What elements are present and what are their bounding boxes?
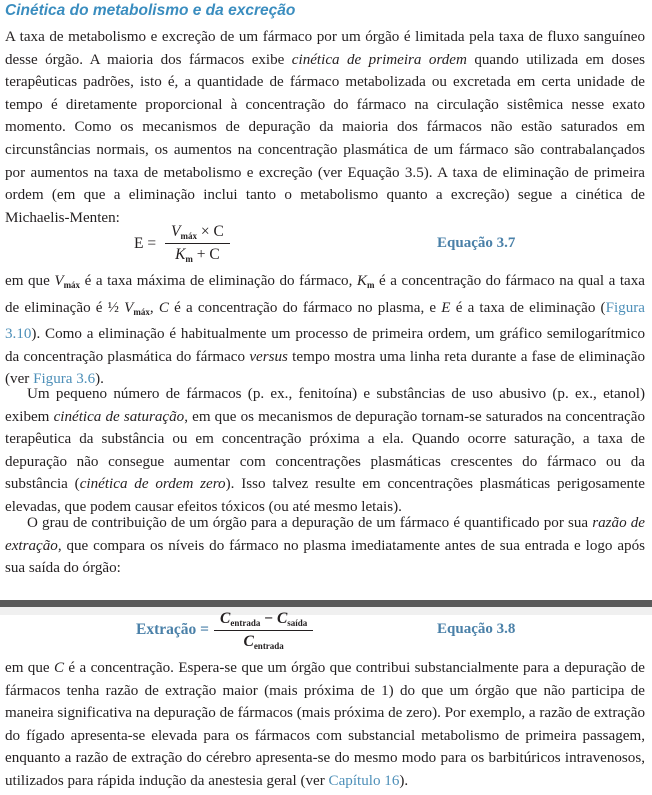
section-heading: Cinética do metabolismo e da excreção [5,2,296,19]
figure-link-3-10[interactable]: Figura 3.10 [5,299,645,343]
equation-3-7 [0,223,652,273]
chapter-link-16[interactable]: Capítulo 16 [328,772,400,789]
fraction-denominator: $C_{entrada}$ [243,633,284,651]
paragraph-first-order-kinetics [5,26,645,229]
page-break-divider [0,600,652,607]
emphasis-term: cinética de primeira ordem [291,51,467,68]
paragraph-saturation-kinetics: Um pequeno número de fármacos (p. ex., fenitoína) e substâncias de uso abusivo (p. ex., etanol) exibem cinética de saturação, em que os mecanismos de depuração tornam-se saturados na concentração terapêutica da substância ou em concentração próxima a ela. Quando ocorre saturação, a taxa de depuração não consegue aumentar com concentrações plasmáticas crescentes do fármaco ou da substância (cinética de ordem zero). Isso talvez resulte em concentrações plasmáticas perigosamente elevadas, que podem causar efeitos tóxicos (ou até mesmo letais). [5,386,645,515]
figure-link-3-6[interactable]: Figura 3.6 [33,371,96,388]
paragraph-michaelis-definitions: em que $V_{máx}$ é a taxa máxima de eliminação do fármaco, $K_m$ é a concentração do fármaco na qual a taxa de eliminação é ½ $V_{máx}$, C é a concentração do fármaco no plasma, e E é a taxa de eliminação (Figura 3.10). Como a eliminação é habitualmente um processo de primeira ordem, um gráfico semilogarítmico da concentração plasmática do fármaco versus tempo mostra uma linha reta durante a fase de eliminação (ver Figura 3.6). [5,273,646,388]
equation-3-8 [0,610,652,660]
fraction-numerator: $C_{entrada} - C_{saída}$ [214,610,313,631]
equation-fraction [165,223,230,264]
paragraph-extraction-explanation: em que C é a concentração. Espera-se que um órgão que contribui substancialmente para a depuração de fármacos tenha razão de extração maior (mais próxima de 1) do que um órgão que não participa de maneira significativa na depuração de fármacos (mais próxima de zero). Por exemplo, a razão de extração do fígado apresenta-se elevada para os fármacos com substancial metabolismo de primeira passagem, enquanto a razão de extração do cérebro apresenta-se do mesmo modo para os barbitúricos intravenosos, utilizados para rápida indução da anestesia geral (ver Capítulo 16). [5,660,646,789]
equation-label: Equação 3.8 [437,621,516,637]
fraction-numerator: $V_{máx} \times C$ [165,223,230,244]
equation-lhs: Extração = [136,621,209,638]
equation-lhs: E = [134,235,157,252]
equation-label: Equação 3.7 [437,235,516,251]
paragraph-extraction-ratio: O grau de contribuição de um órgão para a depuração de um fármaco é quantificado por sua razão de extração, que compara os níveis do fármaco no plasma imediatamente antes de sua entrada e logo após sua saída do órgão: [5,515,645,577]
emphasis-term: cinética de ordem zero [79,476,226,493]
equation-fraction [214,610,313,651]
text-run: quando utilizada em doses terapêuticas padrões, isto é, a quantidade de fármaco metabolizada ou excretada em certa unidade de tempo é diretamente proporcional à concentração do fármaco na circulação sistêmica nesse exato momento. Como os mecanismos de depuração da maioria dos fármacos não estão saturados em circunstâncias normais, os aumentos na concentração plasmática de um fármaco são contrabalançados por aumentos na taxa de metabolismo e excreção (ver Equação 3.5). A taxa de eliminação de primeira ordem (em que a eliminação inclui tanto o metabolismo quanto a excreção) segue a cinética de Michaelis-Menten: [5,51,645,226]
fraction-denominator: $K_m + C$ [175,246,220,264]
emphasis-term: cinética de saturação [53,408,185,425]
text-run: A taxa de metabolismo e excreção de um fármaco por um órgão é limitada pela taxa de fluxo sanguíneo desse órgão. A maioria dos fármacos exibe [5,29,645,68]
emphasis-term: razão de extração [5,515,645,554]
